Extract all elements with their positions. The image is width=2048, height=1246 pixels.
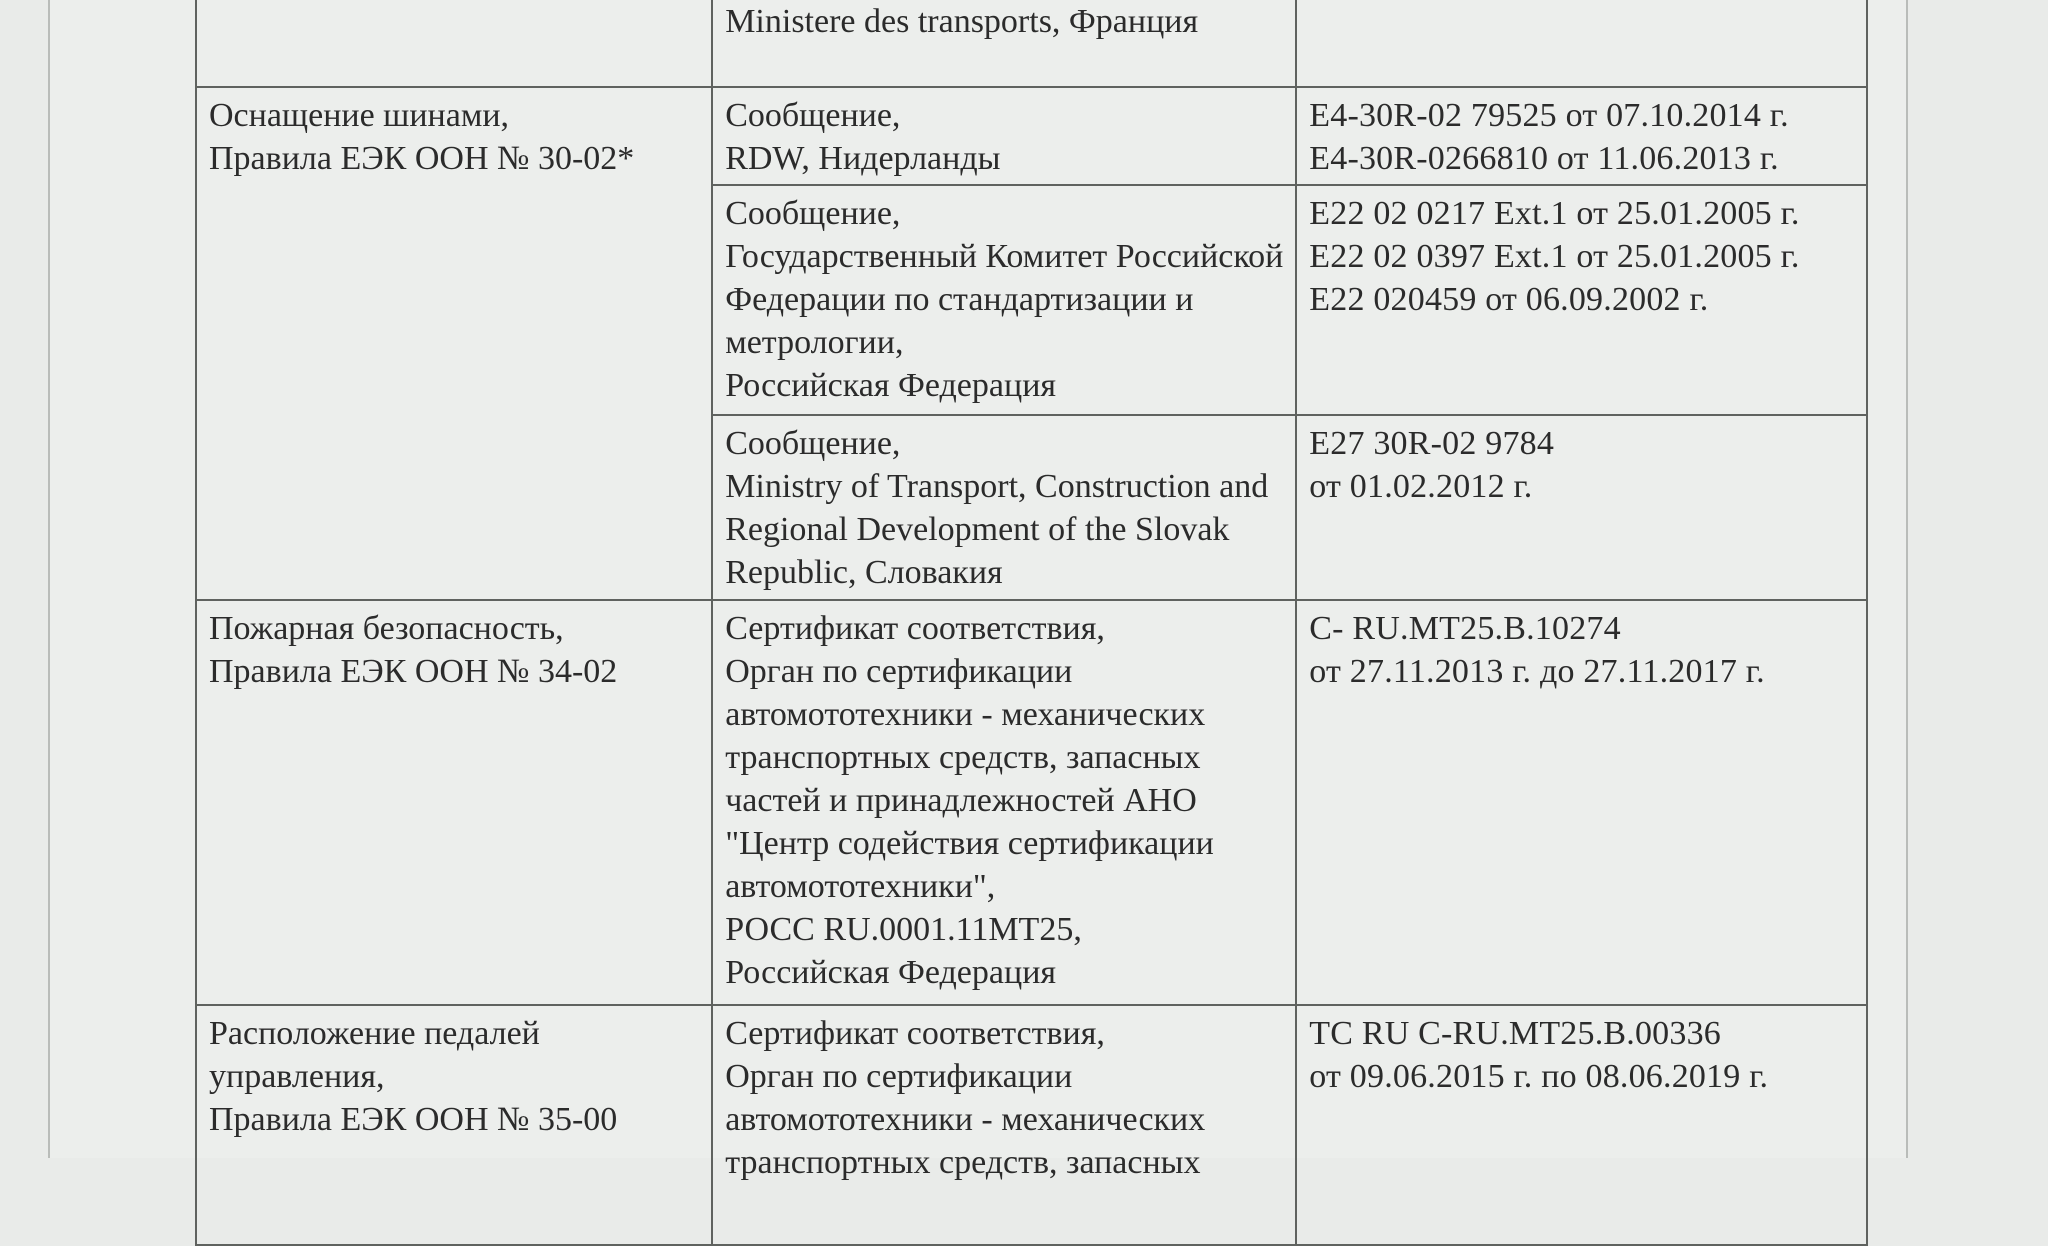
number-cell: E22 02 0217 Ext.1 от 25.01.2005 г. E22 02 0397 Ext.1 от 25.01.2005 г. E22 020459 от 06.09.2002 г.	[1296, 185, 1867, 415]
document-cell: Сертификат соответствия, Орган по сертификации автомототехники - механических транспортных средств, запасных	[712, 1005, 1296, 1245]
number-cell: E27 30R-02 9784 от 01.02.2012 г.	[1296, 415, 1867, 600]
number-cell: TC RU C-RU.MT25.B.00336 от 09.06.2015 г. по 08.06.2019 г.	[1296, 1005, 1867, 1245]
document-page	[48, 0, 1908, 1181]
certification-table	[195, 0, 1868, 1246]
topic-cell: Пожарная безопасность, Правила ЕЭК ООН № 34-02	[196, 600, 712, 1005]
table-row	[196, 600, 1867, 1005]
number-cell: C- RU.MT25.B.10274 от 27.11.2013 г. до 27.11.2017 г.	[1296, 600, 1867, 1005]
number-cell: E4-30R-02 79525 от 07.10.2014 г. E4-30R-0266810 от 11.06.2013 г.	[1296, 87, 1867, 185]
number-cell	[1296, 0, 1867, 87]
document-cell: Сообщение, Ministry of Transport, Construction and Regional Development of the Slovak Republic, Словакия	[712, 415, 1296, 600]
table-row	[196, 1005, 1867, 1245]
document-cell: Сертификат соответствия, Орган по сертификации автомототехники - механических транспортных средств, запасных частей и принадлежностей АНО "Центр содействия сертификации автомототехники", РОСС RU.0001.11МТ25, Российская Федерация	[712, 600, 1296, 1005]
document-cell: Ministere des transports, Франция	[712, 0, 1296, 87]
table-row	[196, 0, 1867, 87]
topic-cell: Расположение педалей управления, Правила ЕЭК ООН № 35-00	[196, 1005, 712, 1245]
document-cell: Сообщение, RDW, Нидерланды	[712, 87, 1296, 185]
document-cell: Сообщение, Государственный Комитет Российской Федерации по стандартизации и метрологии, Российская Федерация	[712, 185, 1296, 415]
table-row	[196, 87, 1867, 185]
topic-cell	[196, 0, 712, 87]
topic-cell: Оснащение шинами, Правила ЕЭК ООН № 30-02*	[196, 87, 712, 600]
